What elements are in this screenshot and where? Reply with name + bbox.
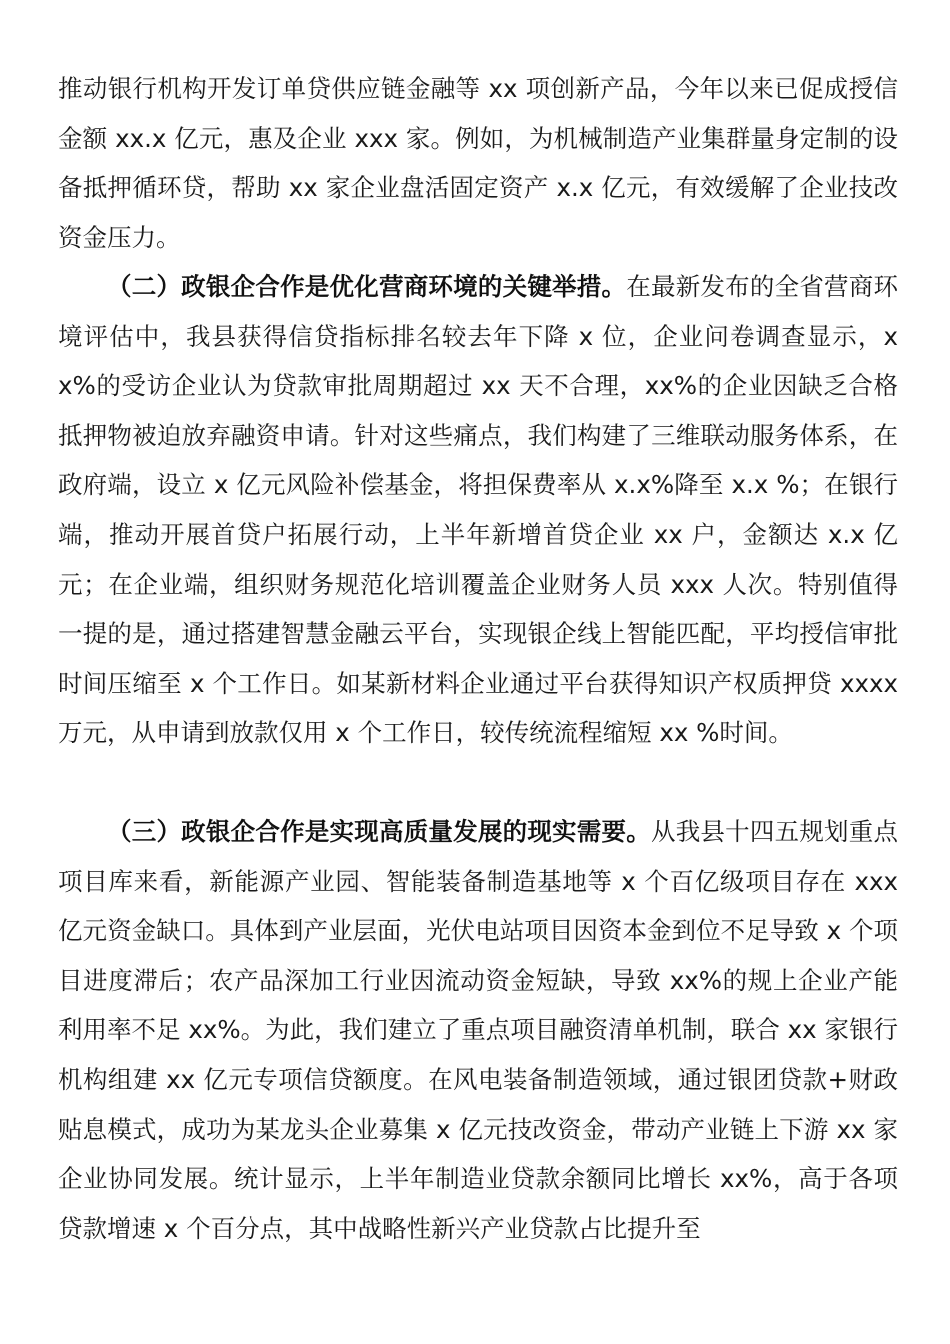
paragraph-body: 在最新发布的全省营商环境评估中，我县获得信贷指标排名较去年下降 x 位，企业问卷调查显示，xx%的受访企业认为贷款审批周期超过 xx 天不合理，xx%的企业因缺乏合格抵押物被迫放弃融资申请。针对这些痛点，我们构建了三维联动服务体系，在政府端，设立 x 亿元风险补偿基金，将担保费率从 x.x%降至 x.x %；在银行端，推动开展首贷户拓展行动，上半年新增首贷企业 xx 户，金额达 x.x 亿元；在企业端，组织财务规范化培训覆盖企业财务人员 xxx 人次。特别值得一提的是，通过搭建智慧金融云平台，实现银企线上智能匹配，平均授信审批时间压缩至 x 个工作日。如某新材料企业通过平台获得知识产权质押贷 xxxx 万元，从申请到放款仅用 x 个工作日，较传统流程缩短 xx %时间。 — [58, 272, 899, 748]
paragraph-body: 推动银行机构开发订单贷供应链金融等 xx 项创新产品，今年以来已促成授信金额 xx.x 亿元，惠及企业 xxx 家。例如，为机械制造产业集群量身定制的设备抵押循环贷，帮助 xx 家企业盘活固定资产 x.x 亿元，有效缓解了企业技改资金压力。 — [58, 74, 898, 252]
paragraph-continuation — [58, 64, 898, 262]
paragraph-section-3 — [58, 807, 898, 1253]
section-heading-2: （二）政银企合作是优化营商环境的关键举措。 — [107, 272, 627, 301]
section-heading-3: （三）政银企合作是实现高质量发展的现实需要。 — [107, 817, 651, 846]
paragraph-body: 从我县十四五规划重点项目库来看，新能源产业园、智能装备制造基地等 x 个百亿级项目存在 xxx 亿元资金缺口。具体到产业层面，光伏电站项目因资本金到位不足导致 x 个项目进度滞后；农产品深加工行业因流动资金短缺，导致 xx%的规上企业产能利用率不足 xx%。为此，我们建立了重点项目融资清单机制，联合 xx 家银行机构组建 xx 亿元专项信贷额度。在风电装备制造领域，通过银团贷款+财政贴息模式，成功为某龙头企业募集 x 亿元技改资金，带动产业链上下游 xx 家企业协同发展。统计显示，上半年制造业贷款余额同比增长 xx%，高于各项贷款增速 x 个百分点，其中战略性新兴产业贷款占比提升至 — [58, 817, 899, 1243]
paragraph-section-2 — [58, 262, 898, 758]
